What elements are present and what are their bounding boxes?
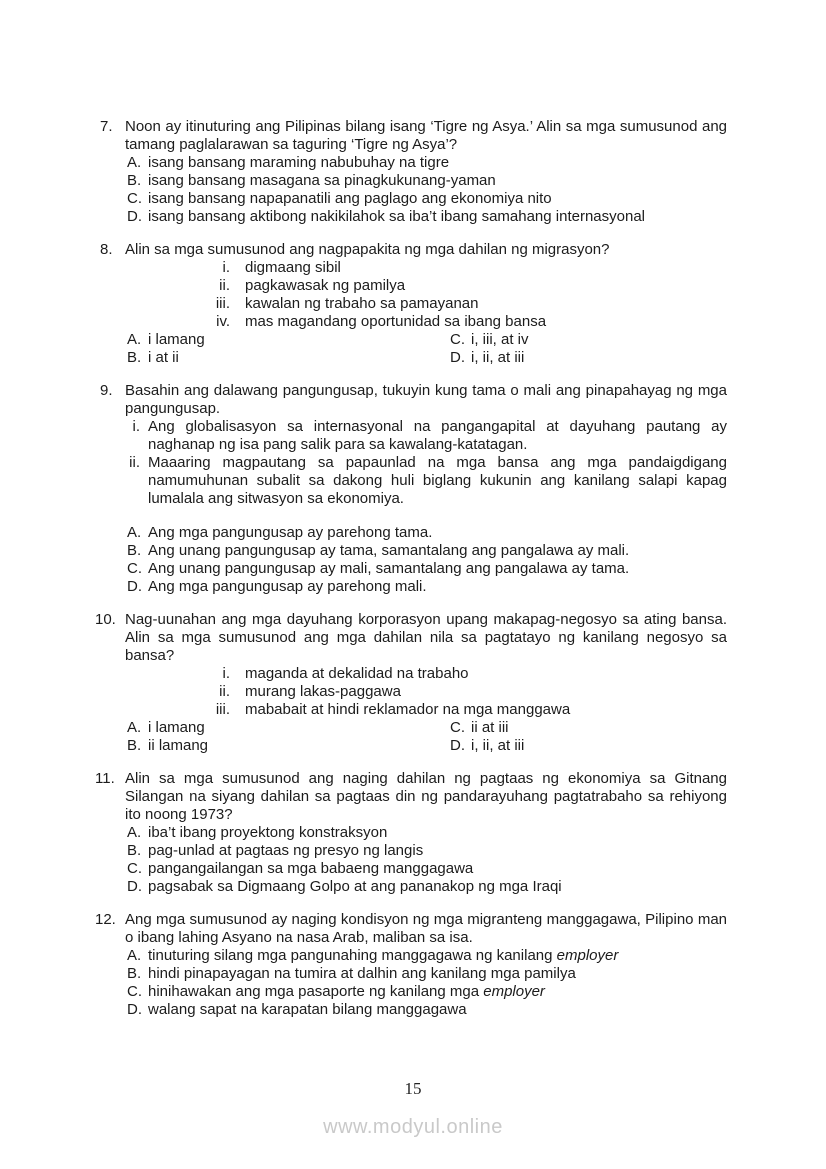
option-item <box>125 578 727 596</box>
question-body <box>125 382 727 596</box>
option-item <box>125 560 727 578</box>
option-item <box>448 719 727 737</box>
roman-item <box>125 454 727 508</box>
option-item <box>125 824 727 842</box>
option-text: isang bansang maraming nabubuhay na tigre <box>148 154 450 171</box>
roman-item <box>125 259 727 277</box>
option-label: B. <box>127 172 142 189</box>
question-body <box>125 770 727 896</box>
option-item <box>125 190 727 208</box>
roman-text: mababait at hindi reklamador na mga manggawa <box>245 701 571 718</box>
question-number: 9. <box>100 382 113 399</box>
question-item <box>100 382 727 596</box>
roman-numeral: i. <box>132 418 140 435</box>
watermark: www.modyul.online <box>323 1116 503 1138</box>
option-text: i, ii, at iii <box>471 737 525 754</box>
roman-text: murang lakas-paggawa <box>245 683 401 700</box>
option-item <box>125 349 448 367</box>
option-item <box>448 331 727 349</box>
option-item <box>125 208 727 226</box>
option-label: C. <box>127 860 142 877</box>
roman-item <box>125 701 727 719</box>
question-item <box>100 241 727 367</box>
option-item <box>125 331 448 349</box>
option-text: tinuturing silang mga pangunahing manggagawa ng kanilang employer <box>148 947 619 964</box>
roman-numeral: iv. <box>216 313 230 330</box>
option-label: B. <box>127 349 142 366</box>
roman-list <box>125 665 727 719</box>
roman-list <box>125 418 727 508</box>
question-body <box>125 241 727 367</box>
question-number: 8. <box>100 241 113 258</box>
question-item <box>95 770 727 896</box>
question-body <box>125 611 727 755</box>
roman-text: kawalan ng trabaho sa pamayanan <box>245 295 479 312</box>
option-label: D. <box>127 578 142 595</box>
option-label: A. <box>127 524 142 541</box>
option-text: i at ii <box>148 349 179 366</box>
options <box>125 524 727 596</box>
option-text: i lamang <box>148 719 205 736</box>
option-item <box>125 154 727 172</box>
roman-numeral: ii. <box>219 683 230 700</box>
question-item <box>100 118 727 226</box>
option-text: isang bansang aktibong nakikilahok sa iba’t ibang samahang internasyonal <box>148 208 646 225</box>
question-text: Alin sa mga sumusunod ang nagpapakita ng mga dahilan ng migrasyon? <box>125 241 610 258</box>
option-item <box>448 737 727 755</box>
option-label: D. <box>450 737 465 754</box>
option-label: A. <box>127 154 142 171</box>
option-text: i lamang <box>148 331 205 348</box>
option-item <box>448 349 727 367</box>
roman-numeral: ii. <box>219 277 230 294</box>
option-item <box>125 947 727 965</box>
roman-numeral: iii. <box>215 701 230 718</box>
question-body <box>125 118 727 226</box>
roman-numeral: iii. <box>215 295 230 312</box>
option-label: A. <box>127 947 142 964</box>
option-item <box>125 719 448 737</box>
option-item <box>125 542 727 560</box>
option-label: C. <box>127 190 142 207</box>
option-label: A. <box>127 331 142 348</box>
question-text: Noon ay itinuturing ang Pilipinas bilang isang ‘Tigre ng Asya.’ Alin sa mga sumusunod ang tamang paglalarawan sa taguring ‘Tigre ng Asya’? <box>125 118 727 153</box>
option-text: iba’t ibang proyektong konstraksyon <box>148 824 388 841</box>
roman-numeral: i. <box>222 665 230 682</box>
option-text: pangangailangan sa mga babaeng manggagawa <box>148 860 474 877</box>
question-text: Alin sa mga sumusunod ang naging dahilan ng pagtaas ng ekonomiya sa Gitnang Silangan na siyang dahilan sa pagtaas din ng pandarayuhang pagtatrabaho sa rehiyong ito noong 1973? <box>125 770 727 823</box>
roman-item <box>125 683 727 701</box>
option-label: D. <box>450 349 465 366</box>
option-text: hinihawakan ang mga pasaporte ng kanilang mga employer <box>148 983 545 1000</box>
options <box>125 331 727 367</box>
roman-item <box>125 295 727 313</box>
option-text: Ang unang pangungusap ay tama, samantalang ang pangalawa ay mali. <box>148 542 630 559</box>
option-label: C. <box>127 983 142 1000</box>
question-number: 7. <box>100 118 113 135</box>
option-item <box>125 1001 727 1019</box>
roman-item <box>125 277 727 295</box>
roman-text: maganda at dekalidad na trabaho <box>245 665 469 682</box>
options <box>125 719 727 755</box>
options-gap <box>125 508 727 524</box>
option-label: C. <box>127 560 142 577</box>
question-item <box>95 611 727 755</box>
roman-text: digmaang sibil <box>245 259 341 276</box>
question-text: Basahin ang dalawang pangungusap, tukuyin kung tama o mali ang pinapahayag ng mga pangungusap. <box>125 382 727 417</box>
roman-list <box>125 259 727 331</box>
option-text: i, iii, at iv <box>471 331 529 348</box>
options <box>125 824 727 896</box>
option-text: i, ii, at iii <box>471 349 525 366</box>
option-text: Ang unang pangungusap ay mali, samantalang ang pangalawa ay tama. <box>148 560 630 577</box>
option-item <box>125 524 727 542</box>
page-number: 15 <box>404 1079 422 1098</box>
roman-text: Maaaring magpautang sa papaunlad na mga bansa ang mga pandaigdigang namumuhunan subalit sa dakong huli biglang kukunin ang kanilang salapi kapag lumalala ang sitwasyon sa ekonomiya. <box>148 454 727 507</box>
question-number: 10. <box>95 611 116 628</box>
option-label: C. <box>450 719 465 736</box>
option-text: hindi pinapayagan na tumira at dalhin ang kanilang mga pamilya <box>148 965 576 982</box>
option-text: isang bansang napapanatili ang paglago ang ekonomiya nito <box>148 190 552 207</box>
roman-text: pagkawasak ng pamilya <box>245 277 406 294</box>
roman-item <box>125 418 727 454</box>
option-item <box>125 983 727 1001</box>
option-label: D. <box>127 208 142 225</box>
option-item <box>125 965 727 983</box>
roman-text: Ang globalisasyon sa internasyonal na pangangapital at dayuhang pautang ay naghanap ng isa pang salik para sa kawalang-katatagan. <box>148 418 727 453</box>
option-text: pagsabak sa Digmaang Golpo at ang pananakop ng mga Iraqi <box>148 878 562 895</box>
option-label: B. <box>127 842 142 859</box>
option-item <box>125 878 727 896</box>
question-number: 12. <box>95 911 116 928</box>
options <box>125 947 727 1019</box>
option-text: isang bansang masagana sa pinagkukunang-yaman <box>148 172 496 189</box>
option-item <box>125 737 448 755</box>
roman-item <box>125 665 727 683</box>
question-number: 11. <box>95 770 115 787</box>
option-item <box>125 172 727 190</box>
questions-list <box>95 118 727 1034</box>
option-item <box>125 860 727 878</box>
question-text: Nag-uunahan ang mga dayuhang korporasyon upang makapag-negosyo sa ating bansa. Alin sa mga sumusunod ang mga dahilan nila sa pagtatayo ng kanilang negosyo sa bansa? <box>125 611 727 664</box>
question-item <box>95 911 727 1019</box>
option-item <box>125 842 727 860</box>
roman-numeral: i. <box>222 259 230 276</box>
options <box>125 154 727 226</box>
question-body <box>125 911 727 1019</box>
option-text: ii at iii <box>471 719 509 736</box>
option-text: Ang mga pangungusap ay parehong tama. <box>148 524 433 541</box>
option-text: ii lamang <box>148 737 209 754</box>
question-text: Ang mga sumusunod ay naging kondisyon ng mga migranteng manggagawa, Pilipino man o ibang lahing Asyano na nasa Arab, maliban sa isa. <box>125 911 727 946</box>
option-label: D. <box>127 878 142 895</box>
option-label: A. <box>127 719 142 736</box>
option-text: Ang mga pangungusap ay parehong mali. <box>148 578 427 595</box>
option-label: A. <box>127 824 142 841</box>
option-label: B. <box>127 965 142 982</box>
option-label: C. <box>450 331 465 348</box>
roman-numeral: ii. <box>129 454 140 471</box>
option-label: B. <box>127 542 142 559</box>
option-label: B. <box>127 737 142 754</box>
option-text: walang sapat na karapatan bilang manggagawa <box>148 1001 467 1018</box>
option-label: D. <box>127 1001 142 1018</box>
roman-item <box>125 313 727 331</box>
roman-text: mas magandang oportunidad sa ibang bansa <box>245 313 547 330</box>
option-text: pag-unlad at pagtaas ng presyo ng langis <box>148 842 424 859</box>
